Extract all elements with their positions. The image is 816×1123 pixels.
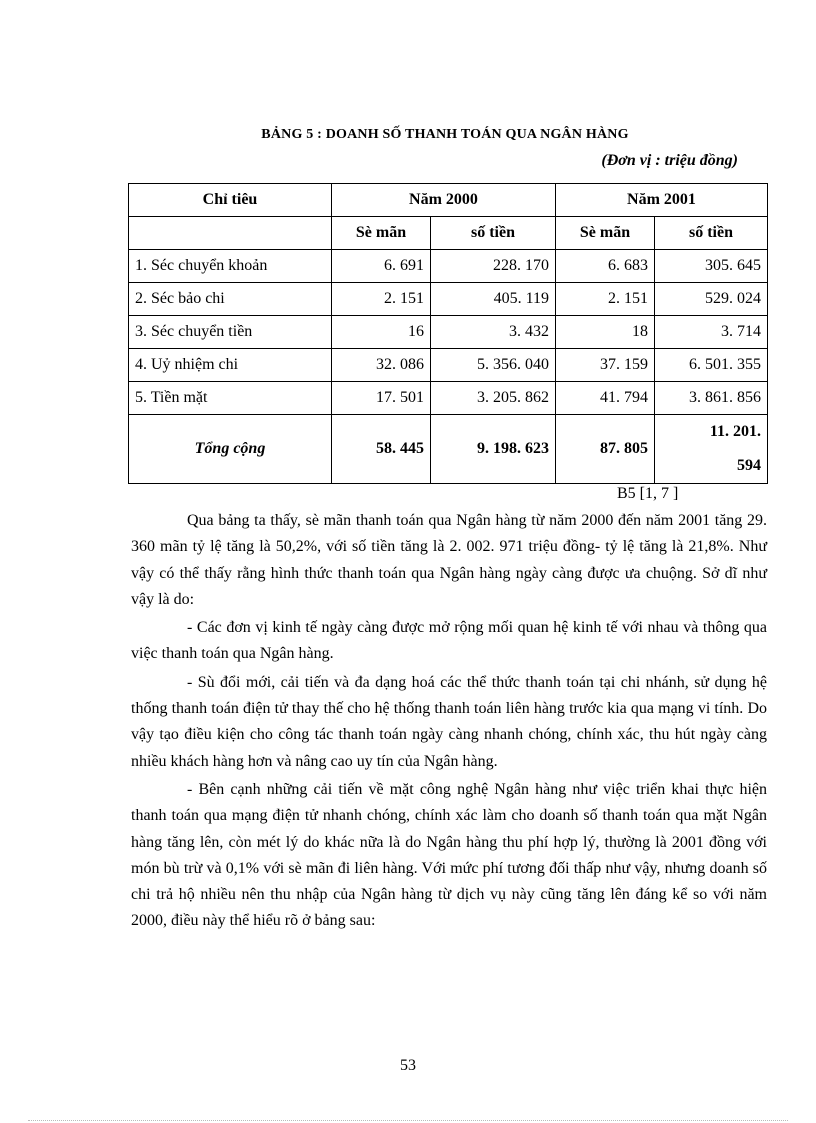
amount-2001: 3. 714: [655, 316, 768, 349]
amount-2000: 405. 119: [431, 283, 556, 316]
count-2000: 2. 151: [332, 283, 431, 316]
table-row: [129, 283, 768, 316]
count-2001: 37. 159: [556, 349, 655, 382]
amount-2000: 228. 170: [431, 250, 556, 283]
count-2000: 6. 691: [332, 250, 431, 283]
amount-2001: 305. 645: [655, 250, 768, 283]
paragraph: - Sù đổi mới, cải tiến và đa dạng hoá các thể thức thanh toán tại chi nhánh, sử dụng hệ thống thanh toán điện tử thay thế cho hệ thống thanh toán liên hàng trước kia qua mạng vi tính. Do vậy tạo điều kiện cho công tác thanh toán ngày càng nhanh chóng, chính xác, thu hút ngày càng nhiều khách hàng hơn và nâng cao uy tín của Ngân hàng.: [131, 673, 767, 770]
amount-header-2001: số tiền: [655, 217, 768, 250]
body-text: [131, 508, 767, 937]
total-label: Tổng cộng: [129, 415, 332, 484]
count-2001: 18: [556, 316, 655, 349]
row-label: 3. Séc chuyển tiền: [129, 316, 332, 349]
count-2000: 16: [332, 316, 431, 349]
total-amount-2001-line1: 11. 201.: [709, 423, 761, 440]
year-2001-header: Năm 2001: [556, 184, 768, 217]
amount-2000: 5. 356. 040: [431, 349, 556, 382]
header-row: [129, 184, 768, 217]
total-count-2000: 58. 445: [332, 415, 431, 484]
table-source: B5 [1, 7 ]: [617, 485, 679, 502]
total-amount-2000: 9. 198. 623: [431, 415, 556, 484]
row-label: 2. Séc bảo chi: [129, 283, 332, 316]
total-count-2001: 87. 805: [556, 415, 655, 484]
year-2000-header: Năm 2000: [332, 184, 556, 217]
table-row: [129, 349, 768, 382]
count-2000: 32. 086: [332, 349, 431, 382]
count-2001: 6. 683: [556, 250, 655, 283]
table-title: BẢNG 5 : DOANH SỐ THANH TOÁN QUA NGÂN HÀNG: [261, 127, 629, 142]
total-amount-2001: [655, 415, 768, 484]
row-label: 4. Uỷ nhiệm chi: [129, 349, 332, 382]
amount-header-2000: số tiền: [431, 217, 556, 250]
unit-note: (Đơn vị : triệu đồng): [601, 152, 738, 169]
table-row: [129, 382, 768, 415]
table-row: [129, 250, 768, 283]
payment-table: [128, 183, 768, 484]
amount-2001: 529. 024: [655, 283, 768, 316]
row-label: 5. Tiền mặt: [129, 382, 332, 415]
table-row: [129, 316, 768, 349]
amount-2001: 3. 861. 856: [655, 382, 768, 415]
count-header-2000: Sè mãn: [332, 217, 431, 250]
amount-2000: 3. 432: [431, 316, 556, 349]
paragraph: - Bên cạnh những cải tiến về mặt công nghệ Ngân hàng như việc triển khai thực hiện thanh toán qua mạng điện tử nhanh chóng, chính xác làm cho doanh số thanh toán qua mặt Ngân hàng tăng lên, còn mét lý do khác nữa là do Ngân hàng thu phí hợp lý, thường là 2001 đồng với món bù trừ và 0,1% với sè mãn đi liên hàng. Với mức phí tương đối thấp như vậy, nhưng doanh số chi trả hộ nhiều nên thu nhập của Ngân hàng từ dịch vụ này cũng tăng lên đáng kể so với năm 2000, điều này thể hiểu rõ ở bảng sau:: [131, 780, 767, 930]
count-2001: 41. 794: [556, 382, 655, 415]
row-label: 1. Séc chuyển khoản: [129, 250, 332, 283]
count-2000: 17. 501: [332, 382, 431, 415]
amount-2000: 3. 205. 862: [431, 382, 556, 415]
empty-cell: [129, 217, 332, 250]
paragraph: Qua bảng ta thấy, sè mãn thanh toán qua Ngân hàng từ năm 2000 đến năm 2001 tăng 29. 360 mãn tỷ lệ tăng là 50,2%, với số tiền tăng là 2. 002. 971 triệu đồng- tỷ lệ tăng là 21,8%. Như vậy có thể thấy rằng hình thức thanh toán qua Ngân hàng ngày càng được ưa chuộng. Sở dĩ như vậy là do:: [131, 512, 767, 608]
total-row: [129, 415, 768, 484]
paragraph: - Các đơn vị kinh tế ngày càng được mở rộng mối quan hệ kinh tế với nhau và thông qua việc thanh toán qua Ngân hàng.: [131, 619, 767, 663]
count-header-2001: Sè mãn: [556, 217, 655, 250]
criteria-header: Chỉ tiêu: [129, 184, 332, 217]
footer-divider: [28, 1120, 788, 1121]
amount-2001: 6. 501. 355: [655, 349, 768, 382]
count-2001: 2. 151: [556, 283, 655, 316]
total-amount-2001-line2: 594: [737, 457, 761, 474]
page-number: 53: [400, 1057, 416, 1074]
subheader-row: [129, 217, 768, 250]
